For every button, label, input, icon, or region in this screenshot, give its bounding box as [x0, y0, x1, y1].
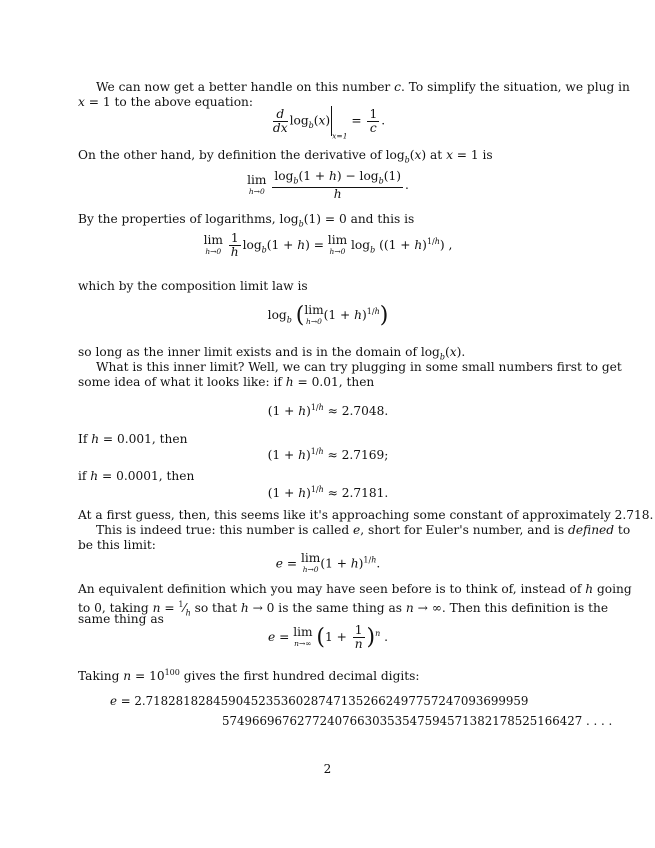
approx-value: ≈ 2.7048.: [327, 404, 389, 419]
equation-composition: $\log_b (\lim$ h→0 $(1 + h)^{1/h}$): [267, 302, 389, 328]
paragraph-line: This is indeed true: this number is called e, short for Euler's number, and is defined to: [96, 523, 631, 537]
paragraph-line: some idea of what it looks like: if h = 0.01, then: [78, 375, 375, 389]
e-digits-line-2: 57496696762772407663035354759457138217852516642​7 . . . .: [222, 714, 613, 728]
paragraph-line: x = 1 to the above equation:: [78, 95, 254, 109]
paragraph-line: On the other hand, by definition the derivative of $\log_b(x)$ at x = 1 is: [78, 148, 493, 165]
paragraph-line: which by the composition limit law is: [78, 279, 308, 293]
paragraph-line: same thing as: [78, 612, 164, 626]
equation-e-alt-definition: e = lim n→∞ (1 + $\frac{1}{n}$ )$^n$ .: [268, 623, 388, 651]
approximation-1: $(1 + h)^{1/h} \approx 2.7048$.: [267, 403, 389, 419]
approx-value: ≈ 2.7181.: [327, 486, 389, 501]
paragraph-line: if h = 0.0001, then: [78, 469, 195, 483]
paragraph-line: If h = 0.001, then: [78, 432, 188, 446]
approximation-3: $(1 + h)^{1/h} \approx 2.7181$.: [267, 485, 389, 501]
paragraph-line: By the properties of logarithms, $\log_b(1) = 0$ and this is: [78, 212, 415, 229]
equation-log-limit: lim h→0 $\frac{1}{h}$ $\log_b(1 + h) = \lim$ h→0 $\log_b ((1 + h)^{1/h})$ ,: [203, 231, 453, 259]
e-digits-line-1: e = 2.718281828459045235360287471352662497757247093699959: [110, 694, 529, 708]
paragraph-line: be this limit:: [78, 538, 156, 552]
paragraph-line: so long as the inner limit exists and is in the domain of $\log_b(x)$.: [78, 345, 466, 362]
approximation-2: $(1 + h)^{1/h} \approx 2.7169$;: [267, 447, 389, 463]
equation-derivative-at-one: $\frac{d}{dx}$ $\log_b(x)_{x=1}$ = $\frac{1}{c}$ .: [272, 106, 386, 141]
equation-derivative-limit: lim h→0 $\frac{\log_b(1 + h) - \log_b(1)}{h}$ .: [247, 169, 409, 202]
paragraph-line: An equivalent definition which you may have seen before is to think of, instead of h going: [78, 582, 632, 596]
approx-value: ≈ 2.7169;: [327, 448, 389, 463]
paragraph-line: What is this inner limit? Well, we can try plugging in some small numbers first to get: [96, 360, 622, 374]
paragraph-line: We can now get a better handle on this number c. To simplify the situation, we plug in: [96, 80, 630, 94]
paragraph-line: At a first guess, then, this seems like it's approaching some constant of approximately 2.718.: [78, 508, 654, 522]
equation-e-definition: e = lim h→0 $(1 + h)^{1/h}$.: [275, 551, 381, 574]
page-number: 2: [323, 762, 332, 776]
paragraph-line: to 0, taking $n = ^1⁄_h$ so that h → 0 is the same thing as n → ∞. Then this definition is the: [78, 600, 609, 618]
paragraph-line: Taking $n = 10^{100}$ gives the first hundred decimal digits:: [78, 668, 420, 684]
